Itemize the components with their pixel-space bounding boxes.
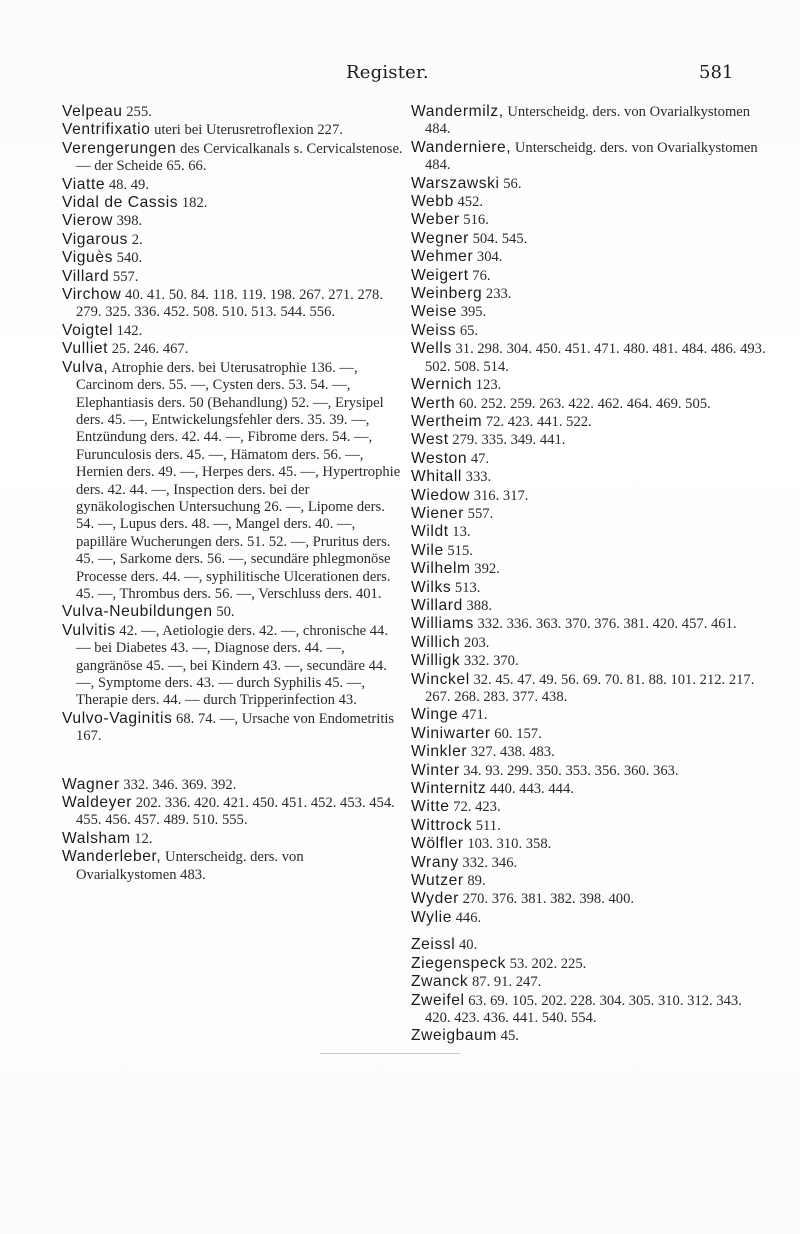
entry-name: Willigk [411,652,461,670]
entry-references: 87. 91. 247. [468,974,542,991]
entry-name: Wiedow [411,486,471,504]
entry-name: Wanderniere, [411,138,512,156]
entry-references: 53. 202. 225. [506,955,587,972]
entry-name: Walsham [62,829,131,847]
entry-name: Winckel [411,670,470,688]
entry-references: 32. 45. 47. 49. 56. 69. 70. 81. 88. 101. 212. 217. 267. 268. 283. 377. 438. [425,671,755,705]
entry-references: Atrophie ders. bei Uterusatrophie 136. —, Carcinom ders. 55. —, Cysten ders. 53. 54. —, Elephantiasis ders. 50 (Behandlung) 52. —, Erysipel ders. 45. —, Entwickelungsfehler ders. 35. 39. —, Entzündung ders. 42. 44. —, Fibrome ders. 54. —, Furunculosis ders. 45. —, Hämatom ders. 56. —, Hernien ders. 49. —, Herpes ders. 45. —, Hypertrophie ders. 42. 44. —, Inspection ders. bei der gynäkologischen Untersuchung 26. —, Lipome ders. 54. —, Lupus ders. 48. —, Mangel ders. 40. —, papilläre Wucherungen ders. 51. 52. —, Pruritus ders. 45. —, Sarkome ders. 56. —, secundäre phlegmonöse Processe ders. 44. —, syphilitische Ulcerationen ders. 45. —, Thrombus ders. 56. —, Verschluss ders. 401. [76,359,401,602]
entry-name: Weise [411,303,458,321]
index-entry [411,523,766,541]
entry-references: 47. [467,450,490,467]
entry-references: 388. [462,597,493,614]
index-entry [411,743,766,761]
index-entry [62,268,406,286]
index-entry [411,211,766,229]
index-entry [411,955,766,973]
entry-references: 40. [455,937,478,954]
index-entry [62,121,406,139]
entry-references: 25. 246. 467. [108,341,189,358]
entry-name: Wölfler [411,835,464,853]
entry-name: Warszawski [411,174,500,192]
index-entry [411,340,766,376]
index-entry [411,505,766,523]
entry-name: Voigtel [62,321,114,339]
entry-references: 203. [460,634,490,651]
entry-name: Ventrifixatio [62,121,151,139]
index-entry [62,249,406,267]
entry-references: 40. 41. 50. 84. 118. 119. 198. 267. 271. 278. 279. 325. 336. 452. 508. 510. 513. 544. 556. [76,287,383,321]
entry-references: 332. 346. [458,854,518,871]
index-entry [411,450,766,468]
index-entry [62,322,406,340]
entry-name: Vigarous [62,230,129,248]
entry-name: Wrany [411,853,459,871]
entry-name: Williams [411,615,474,633]
entry-name: Weinberg [411,285,483,303]
entry-references: 123. [472,377,502,394]
entry-references: 65. [456,322,479,339]
index-entry [411,193,766,211]
entry-name: Winiwarter [411,724,491,742]
entry-name: Wegner [411,229,469,247]
entry-name: Vulva, [62,358,109,376]
index-entry [411,376,766,394]
index-entry [411,597,766,615]
entry-references: des Cervicalkanals s. Cervicalstenose. — der Scheide 65. 66. [76,140,403,175]
entry-references: 60. 157. [490,725,542,742]
index-entry [411,248,766,266]
index-entry [62,212,406,230]
entry-references: 446. [451,909,482,926]
entry-references: 50. [212,604,235,621]
bottom-rule [320,1053,460,1054]
entry-references: 48. 49. [105,176,149,193]
entry-references: 12. [130,830,153,847]
index-entry [62,231,406,249]
index-entry [411,285,766,303]
index-entry [411,798,766,816]
index-entry [411,817,766,835]
index-entry [411,762,766,780]
index-entry [411,872,766,890]
entry-references: 60. 252. 259. 263. 422. 462. 464. 469. 505. [455,395,711,412]
entry-name: Waldeyer [62,794,133,812]
entry-name: Wernich [411,376,473,394]
entry-references: Unterscheidg. ders. von Ovarialkystomen 484. [425,139,758,174]
left-index-column [62,103,406,884]
index-entry [411,175,766,193]
entry-name: Winter [411,761,460,779]
entry-references: 333. [462,469,492,486]
entry-references: 182. [178,195,208,212]
index-entry [62,176,406,194]
index-entry [411,615,766,633]
entry-references: 56. [499,175,522,192]
running-head [0,62,800,92]
entry-name: West [411,431,449,449]
entry-references: 68. 74. —, Ursache von Endometritis 167. [76,710,395,745]
entry-references: 2. [128,231,143,248]
index-entry [62,603,406,621]
index-entry [411,1027,766,1045]
index-entry [411,103,766,139]
entry-name: Virchow [62,286,122,304]
entry-name: Wilks [411,578,452,596]
index-entry [62,830,406,848]
entry-name: Wile [411,541,444,559]
entry-references: 316. 317. [470,487,529,504]
entry-name: Winkler [411,743,468,761]
entry-references: 557. [464,505,494,522]
entry-references: 142. [113,322,143,339]
entry-references: 516. [459,212,489,229]
index-entry [411,303,766,321]
entry-references: 332. 336. 363. 370. 376. 381. 420. 457. 461. [473,616,737,633]
entry-references: uteri bei Uterusretroflexion 227. [150,122,343,139]
index-entry [411,468,766,486]
entry-references: 279. 335. 349. 441. [448,432,566,449]
index-entry [411,395,766,413]
entry-references: 63. 69. 105. 202. 228. 304. 305. 310. 312. 343. 420. 423. 436. 441. 540. 554. [425,992,742,1026]
entry-name: Vierow [62,212,113,230]
entry-name: Zweigbaum [411,1027,498,1045]
entry-name: Wehmer [411,248,474,266]
entry-name: Wandermilz, [411,103,504,120]
entry-references: 304. [473,249,503,266]
index-entry [411,706,766,724]
index-entry [62,710,406,746]
index-entry [411,634,766,652]
entry-references: 511. [472,817,501,834]
index-entry [62,359,406,604]
entry-references: 513. [451,579,481,596]
index-entry [411,139,766,175]
index-entry [411,835,766,853]
index-entry [411,431,766,449]
index-entry [62,140,406,176]
entry-name: Verengerungen [62,139,177,157]
index-entry [411,652,766,670]
entry-name: Winternitz [411,780,487,798]
entry-name: Weiss [411,321,457,339]
entry-name: Ziegenspeck [411,954,507,972]
entry-name: Wildt [411,523,449,541]
entry-name: Wittrock [411,816,473,834]
index-entry [62,286,406,322]
entry-name: Wanderleber, [62,848,162,866]
entry-name: Wagner [62,775,120,793]
running-head-title: Register. [346,62,429,83]
index-entry [62,794,406,830]
index-entry [411,890,766,908]
entry-references: 332. 370. [460,653,519,670]
entry-name: Wertheim [411,412,483,430]
entry-name: Weston [411,449,468,467]
entry-name: Whitall [411,468,462,486]
index-entry [62,340,406,358]
entry-name: Weber [411,211,460,229]
entry-references: 540. [113,250,143,267]
index-entry [411,267,766,285]
entry-name: Villard [62,267,110,285]
index-entry [411,854,766,872]
entry-references: 76. [468,267,491,284]
index-entry [411,780,766,798]
index-entry [411,487,766,505]
entry-name: Werth [411,394,456,412]
entry-name: Zeissl [411,936,456,954]
entry-references: 471. [458,707,488,724]
index-entry [411,322,766,340]
entry-references: 515. [443,542,473,559]
entry-references: 202. 336. 420. 421. 450. 451. 452. 453. 454. 455. 456. 457. 489. 510. 555. [76,795,395,829]
entry-references: 440. 443. 444. [486,781,574,798]
index-entry [62,103,406,121]
entry-references: Unterscheidg. ders. von Ovarialkystomen 484. [425,104,751,138]
entry-name: Zweifel [411,991,465,1009]
entry-references: Unterscheidg. ders. von Ovarialkystomen 483. [76,849,304,883]
index-entry [411,230,766,248]
entry-name: Vulvitis [62,621,116,639]
entry-references: 452. [453,194,484,211]
entry-name: Velpeau [62,103,123,120]
entry-name: Weigert [411,266,469,284]
entry-references: 42. —, Aetiologie ders. 42. —, chronische 44. — bei Diabetes 43. —, Diagnose ders. 44. —, gangränöse 45. —, bei Kindern 43. —, secundäre 44. —, Symptome ders. 43. — durch Syphilis 45. —, Therapie ders. 44. — durch Tripperinfection 43. [76,622,388,709]
index-entry [411,560,766,578]
entry-name: Willich [411,633,461,651]
index-entry [62,776,406,794]
entry-references: 89. [463,873,486,890]
entry-references: 103. 310. 358. [463,836,552,853]
entry-name: Wells [411,340,452,358]
entry-name: Wyder [411,890,459,908]
entry-name: Vidal de Cassis [62,194,179,212]
entry-references: 31. 298. 304. 450. 451. 471. 480. 481. 484. 486. 493. 502. 508. 514. [425,341,766,375]
entry-references: 392. [470,561,500,578]
entry-name: Zwanck [411,973,469,991]
entry-references: 504. 545. [468,230,528,247]
entry-references: 557. [109,268,139,285]
index-entry [411,671,766,707]
entry-references: 13. [448,524,471,541]
entry-references: 34. 93. 299. 350. 353. 356. 360. 363. [459,762,679,779]
entry-name: Vulva-Neubildungen [62,603,213,621]
entry-references: 233. [482,286,512,303]
index-entry [62,848,406,884]
entry-references: 327. 438. 483. [467,744,555,761]
entry-name: Wutzer [411,872,464,890]
index-entry [411,909,766,927]
index-entry [411,542,766,560]
entry-name: Willard [411,596,463,614]
entry-name: Vulliet [62,340,109,358]
index-entry [411,936,766,954]
right-index-column [411,103,766,1046]
entry-references: 255. [122,104,152,120]
entry-name: Wiener [411,504,464,522]
index-entry [62,194,406,212]
entry-references: 72. 423. [449,799,501,816]
index-entry [411,579,766,597]
entry-references: 45. [497,1028,519,1045]
index-entry [411,973,766,991]
page-number: 581 [699,62,734,83]
entry-name: Viguès [62,249,113,267]
index-entry [411,992,766,1028]
index-entry [411,725,766,743]
entry-name: Wylie [411,908,452,926]
entry-references: 270. 376. 381. 382. 398. 400. [458,891,635,908]
entry-name: Viatte [62,175,106,193]
entry-references: 395. [457,304,487,321]
entry-name: Vulvo-Vaginitis [62,709,173,727]
entry-references: 72. 423. 441. 522. [482,413,592,430]
entry-references: 332. 346. 369. 392. [119,776,237,793]
index-entry [62,622,406,710]
entry-name: Wilhelm [411,560,471,578]
entry-name: Webb [411,193,454,211]
index-entry [411,413,766,431]
entry-name: Winge [411,706,459,724]
entry-name: Witte [411,798,450,816]
entry-references: 398. [112,213,143,230]
